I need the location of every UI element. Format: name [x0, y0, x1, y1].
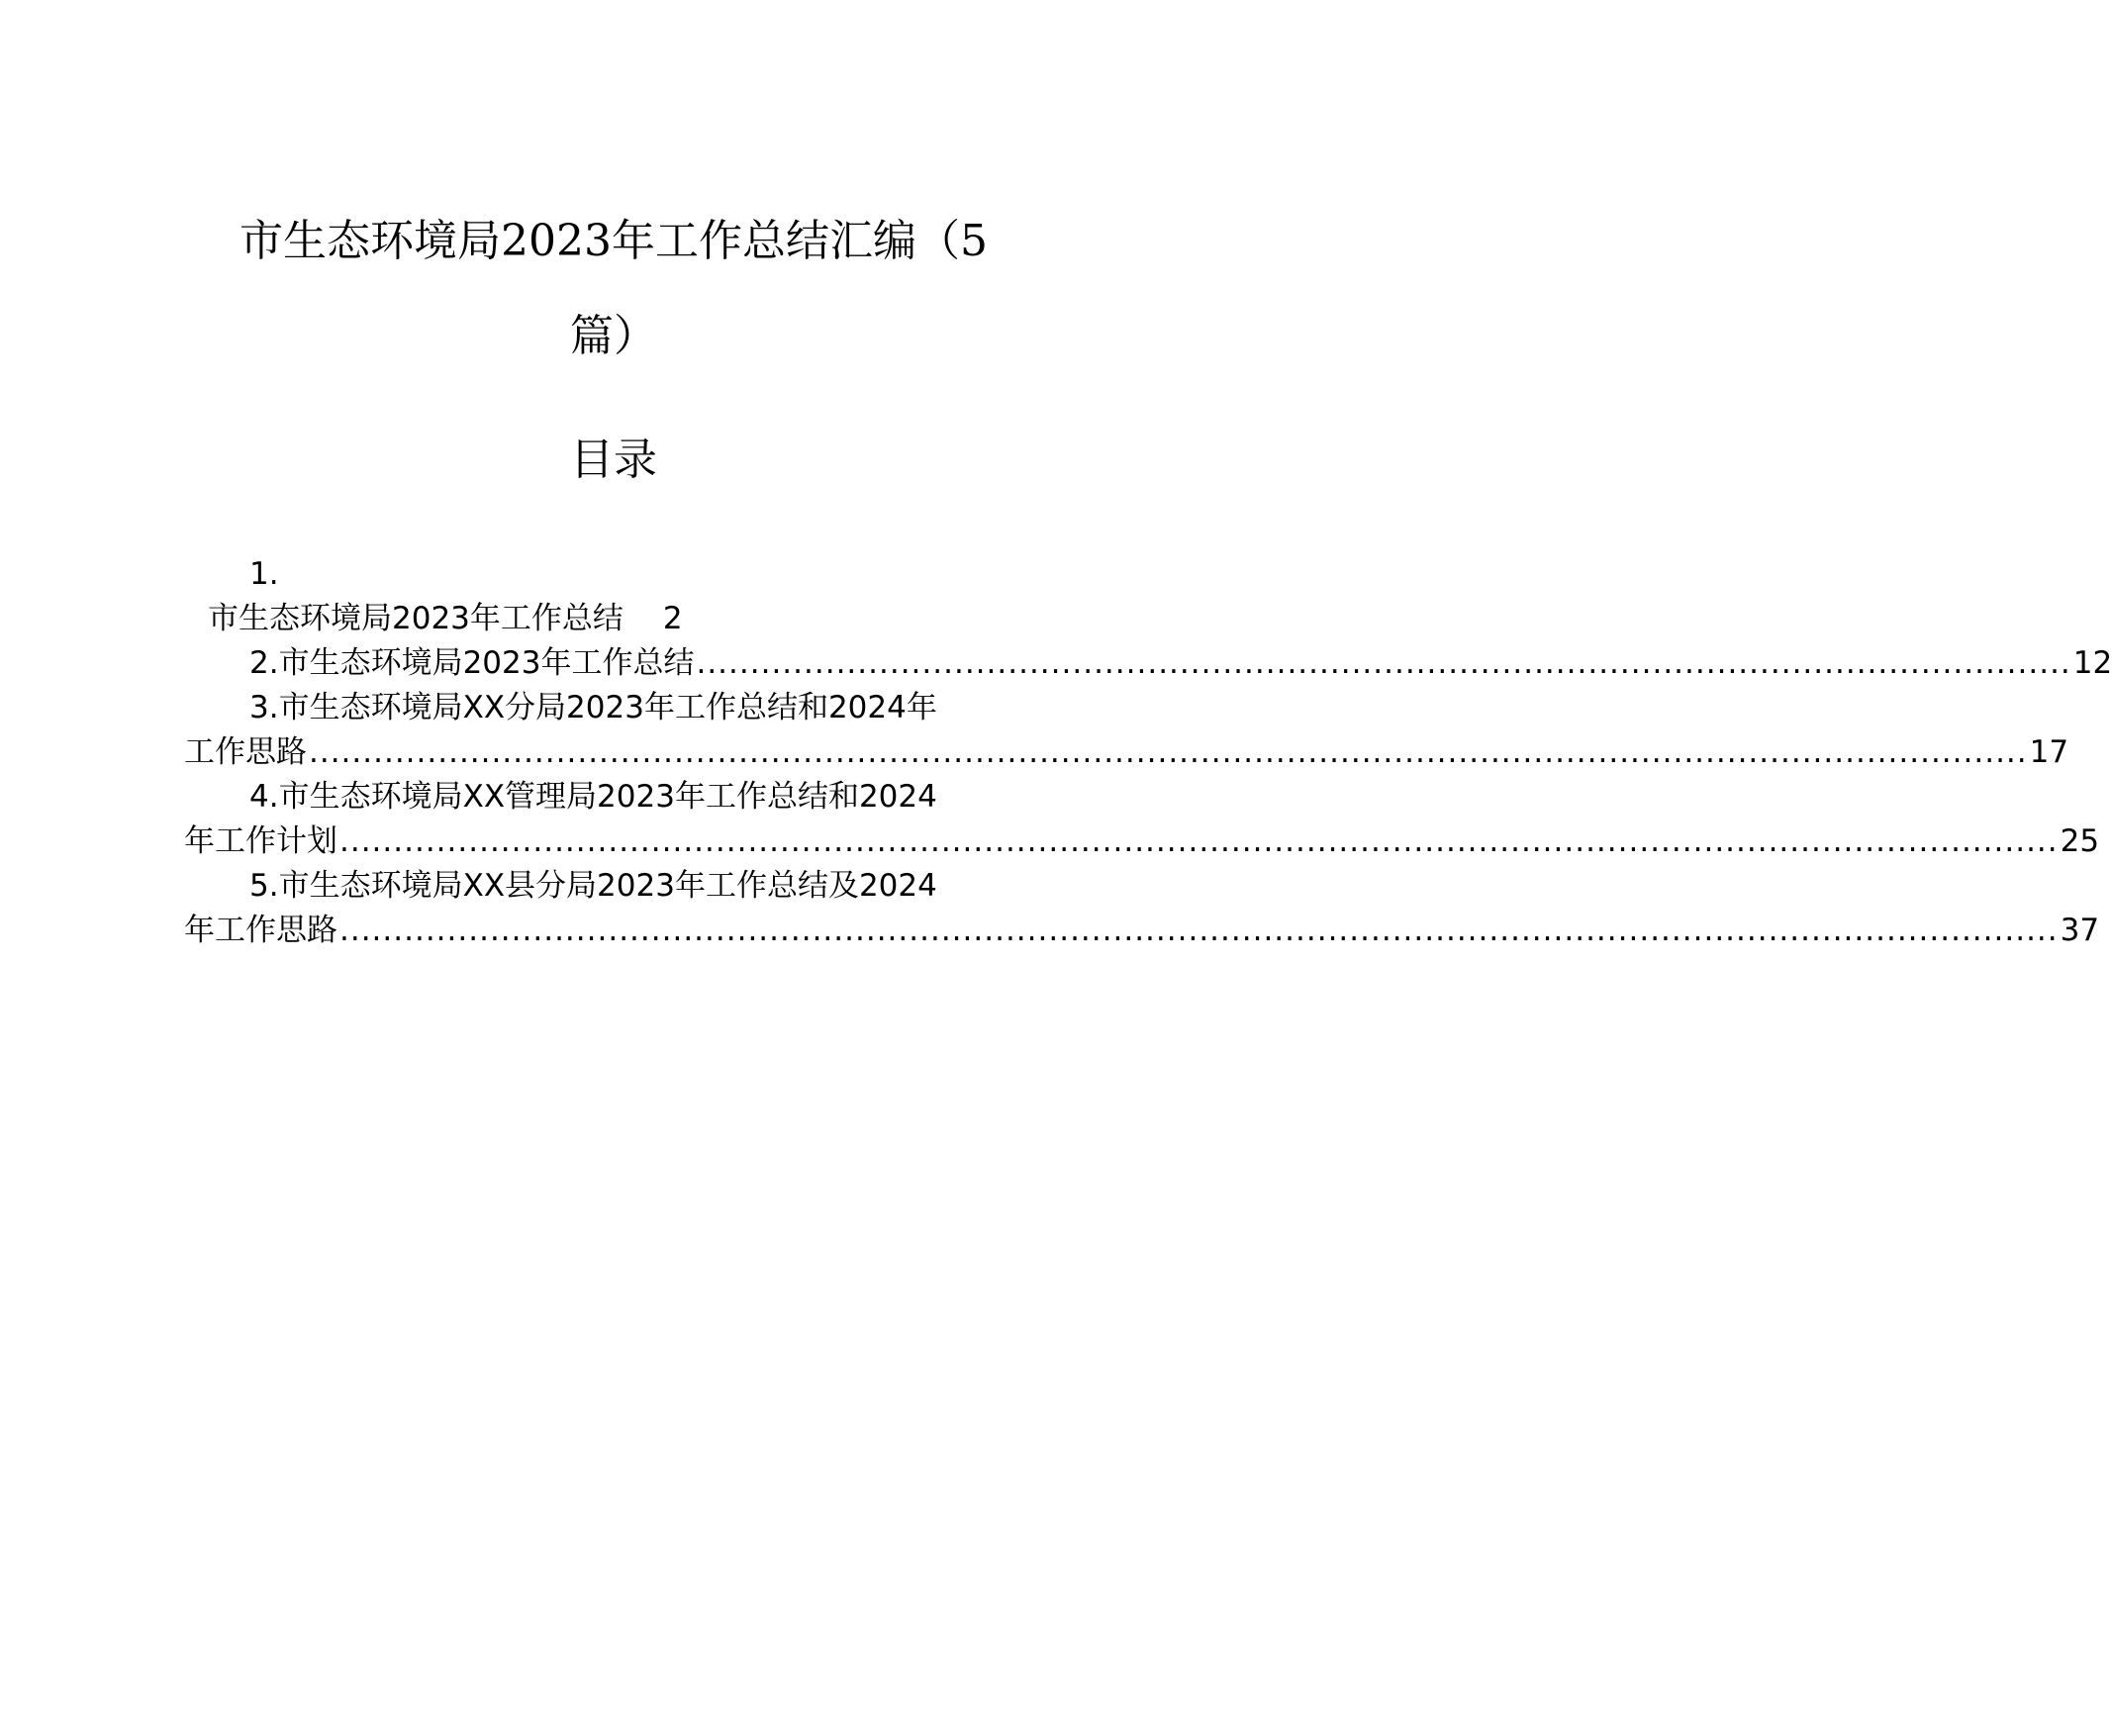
toc-item-1-number-line[interactable] [184, 552, 1039, 597]
toc-item-2[interactable] [184, 641, 2112, 686]
toc-item-5-line-2[interactable] [184, 909, 2100, 953]
toc-item-4-line-2[interactable] [184, 820, 2100, 864]
toc-heading: 目录 [570, 434, 657, 485]
toc-item-title-continued: 年工作思路 [184, 913, 337, 948]
toc-item-page-number: 37 [2060, 913, 2100, 948]
document-title-line-1: 市生态环境局2023年工作总结汇编（5 [240, 216, 988, 266]
toc-leader-dots: ................................................................................................................................ [696, 645, 2071, 681]
toc-item-title: 4.市生态环境局XX管理局2023年工作总结和2024 [249, 779, 937, 815]
toc-item-page-number: 12 [2072, 645, 2112, 681]
toc-leader-dots: ................................................................................................................................................................ [339, 913, 2059, 948]
toc-item-page-number: 2 [662, 601, 683, 636]
toc-leader-dots: ................................................................................................................................................................ [309, 734, 2028, 770]
toc-item-4-line-1[interactable] [184, 775, 1039, 820]
toc-item-page-number: 17 [2029, 734, 2069, 770]
toc-leader-dots: ................................................................................................................................................................ [339, 823, 2059, 859]
toc-item-3-line-1[interactable] [184, 686, 1039, 730]
toc-item-number: 1. [249, 556, 279, 592]
toc-item-title-continued: 年工作计划 [184, 823, 337, 859]
toc-item-title: 3.市生态环境局XX分局2023年工作总结和2024年 [249, 690, 937, 725]
toc-item-title: 5.市生态环境局XX县分局2023年工作总结及2024 [249, 868, 937, 904]
toc-item-title: 2.市生态环境局2023年工作总结 [249, 645, 695, 681]
toc-item-1-title-line[interactable] [184, 597, 1039, 641]
document-title-line-2: 篇） [570, 311, 657, 361]
toc-item-title-continued: 工作思路 [184, 734, 307, 770]
toc-item-5-line-1[interactable] [184, 864, 1039, 909]
toc-item-3-line-2[interactable] [184, 730, 2069, 775]
toc-item-title: 市生态环境局2023年工作总结 [208, 601, 624, 636]
toc-item-page-number: 25 [2060, 823, 2100, 859]
